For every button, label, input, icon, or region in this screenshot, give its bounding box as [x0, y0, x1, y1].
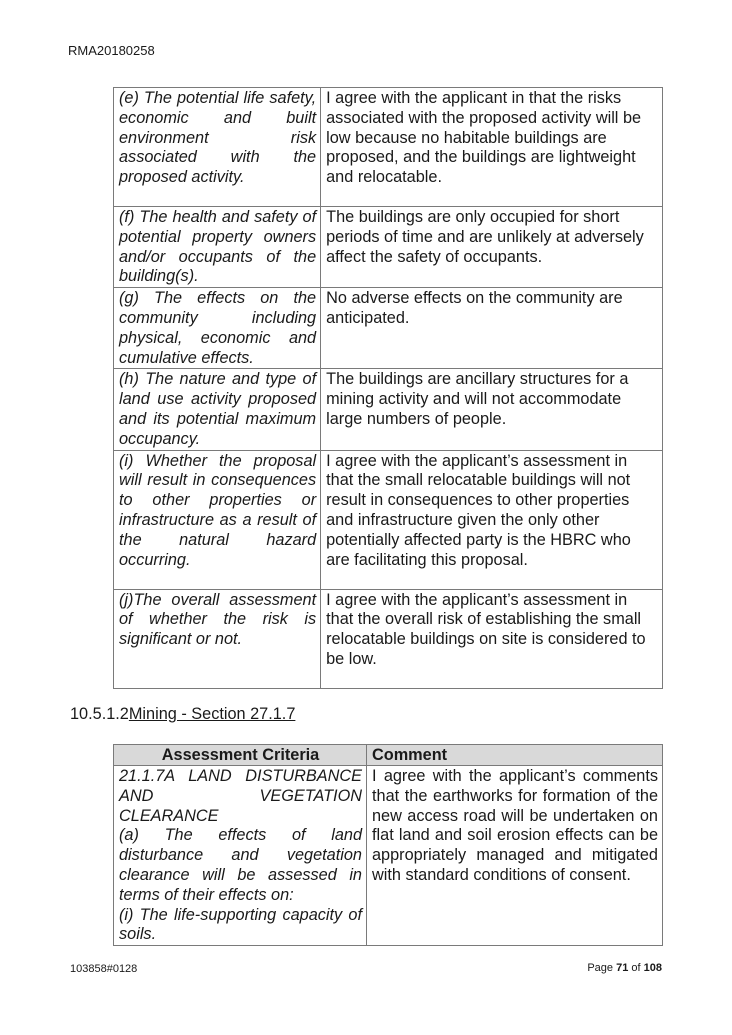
page-current: 71: [616, 962, 629, 974]
criterion-cell: (h) The nature and type of land use activity proposed and its potential maximum occupancy.: [114, 369, 321, 450]
table-header-row: [114, 745, 663, 766]
page-of: of: [631, 962, 641, 974]
comment-header: Comment: [367, 745, 663, 766]
comment-cell: I agree with the applicant’s assessment in that the small relocatable buildings will not result in consequences to other properties and infrastructure given the only other potentially affected party is the HBRC who are facilitating this proposal.: [321, 450, 663, 589]
comment-cell: The buildings are ancillary structures for a mining activity and will not accommodate large numbers of people.: [321, 369, 663, 450]
comment-cell: I agree with the applicant’s comments that the earthworks for formation of the new access road will be undertaken on flat land and soil erosion effects can be appropriately managed and mitigated with standard conditions of consent.: [367, 766, 663, 946]
comment-cell: I agree with the applicant in that the risks associated with the proposed activity will be low because no habitable buildings are proposed, and the buildings are lightweight and relocatable.: [321, 88, 663, 207]
table-row: [114, 288, 663, 369]
criterion-cell: (e) The potential life safety, economic and built environment risk associated with the proposed activity.: [114, 88, 321, 207]
criterion-cell: (j)The overall assessment of whether the risk is significant or not.: [114, 589, 321, 688]
comment-cell: No adverse effects on the community are anticipated.: [321, 288, 663, 369]
criterion-cell: [114, 766, 367, 946]
page-total: 108: [643, 962, 662, 974]
criterion-cell: (i) Whether the proposal will result in consequences to other properties or infrastructure as a result of the natural hazard occurring.: [114, 450, 321, 589]
table-row: [114, 369, 663, 450]
table-row: [114, 589, 663, 688]
footer-page-number: [587, 962, 662, 974]
criterion-cell: (g) The effects on the community including physical, economic and cumulative effects.: [114, 288, 321, 369]
criterion-cell: (f) The health and safety of potential property owners and/or occupants of the building(s).: [114, 207, 321, 288]
comment-cell: I agree with the applicant’s assessment in that the overall risk of establishing the small relocatable buildings on site is considered to be low.: [321, 589, 663, 688]
section-title: Mining - Section 27.1.7: [128, 705, 296, 723]
table-row: [114, 207, 663, 288]
hazard-assessment-table: [113, 87, 663, 689]
criterion-clause-i: (i) The life-supporting capacity of soils.: [119, 905, 362, 944]
criterion-heading: 21.1.7A LAND DISTURBANCE AND VEGETATION CLEARANCE: [119, 767, 362, 825]
section-heading: [70, 705, 295, 724]
table-row: [114, 88, 663, 207]
page-prefix: Page: [587, 962, 614, 974]
section-number: 10.5.1.2: [70, 705, 129, 723]
assessment-criteria-header: Assessment Criteria: [114, 745, 367, 766]
criterion-clause-a: (a) The effects of land disturbance and vegetation clearance will be assessed in terms of their effects on:: [119, 826, 362, 904]
comment-cell: The buildings are only occupied for short periods of time and are unlikely at adversely affect the safety of occupants.: [321, 207, 663, 288]
table-row: [114, 766, 663, 946]
document-reference: RMA20180258: [68, 43, 155, 58]
footer-document-number: 103858#0128: [70, 963, 138, 975]
mining-assessment-table: [113, 744, 663, 946]
table-row: [114, 450, 663, 589]
